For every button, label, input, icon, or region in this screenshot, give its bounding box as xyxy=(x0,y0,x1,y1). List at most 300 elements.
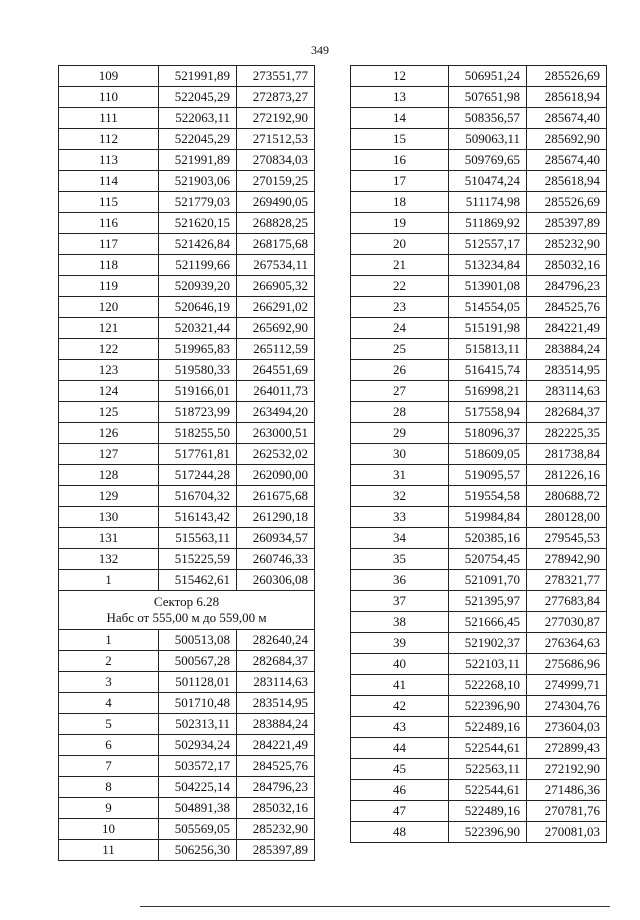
sector-header-cell xyxy=(59,591,315,630)
y-coordinate-cell: 281226,16 xyxy=(527,465,607,486)
x-coordinate-cell: 501710,48 xyxy=(159,693,237,714)
point-number-cell: 20 xyxy=(351,234,449,255)
table-row xyxy=(351,633,607,654)
y-coordinate-cell: 260306,08 xyxy=(237,570,315,591)
x-coordinate-cell: 521199,66 xyxy=(159,255,237,276)
point-number-cell: 116 xyxy=(59,213,159,234)
table-row xyxy=(351,591,607,612)
point-number-cell: 113 xyxy=(59,150,159,171)
point-number-cell: 7 xyxy=(59,756,159,777)
point-number-cell: 40 xyxy=(351,654,449,675)
x-coordinate-cell: 521991,89 xyxy=(159,150,237,171)
table-row xyxy=(59,381,315,402)
x-coordinate-cell: 520754,45 xyxy=(449,549,527,570)
x-coordinate-cell: 521666,45 xyxy=(449,612,527,633)
y-coordinate-cell: 283514,95 xyxy=(527,360,607,381)
x-coordinate-cell: 521903,06 xyxy=(159,171,237,192)
point-number-cell: 115 xyxy=(59,192,159,213)
x-coordinate-cell: 515191,98 xyxy=(449,318,527,339)
x-coordinate-cell: 504891,38 xyxy=(159,798,237,819)
point-number-cell: 114 xyxy=(59,171,159,192)
y-coordinate-cell: 282225,35 xyxy=(527,423,607,444)
y-coordinate-cell: 285674,40 xyxy=(527,108,607,129)
y-coordinate-cell: 276364,63 xyxy=(527,633,607,654)
point-number-cell: 110 xyxy=(59,87,159,108)
table-row xyxy=(59,672,315,693)
y-coordinate-cell: 284796,23 xyxy=(237,777,315,798)
table-row xyxy=(351,402,607,423)
point-number-cell: 131 xyxy=(59,528,159,549)
point-number-cell: 123 xyxy=(59,360,159,381)
y-coordinate-cell: 285526,69 xyxy=(527,192,607,213)
table-row xyxy=(59,339,315,360)
point-number-cell: 124 xyxy=(59,381,159,402)
y-coordinate-cell: 274999,71 xyxy=(527,675,607,696)
x-coordinate-cell: 522268,10 xyxy=(449,675,527,696)
point-number-cell: 5 xyxy=(59,714,159,735)
point-number-cell: 32 xyxy=(351,486,449,507)
y-coordinate-cell: 282640,24 xyxy=(237,630,315,651)
y-coordinate-cell: 272192,90 xyxy=(237,108,315,129)
sector-title: Сектор 6.28 xyxy=(153,594,220,609)
table-row xyxy=(351,66,607,87)
x-coordinate-cell: 511174,98 xyxy=(449,192,527,213)
table-row xyxy=(351,759,607,780)
point-number-cell: 18 xyxy=(351,192,449,213)
x-coordinate-cell: 516998,21 xyxy=(449,381,527,402)
x-coordinate-cell: 517244,28 xyxy=(159,465,237,486)
y-coordinate-cell: 280688,72 xyxy=(527,486,607,507)
x-coordinate-cell: 501128,01 xyxy=(159,672,237,693)
point-number-cell: 23 xyxy=(351,297,449,318)
x-coordinate-cell: 508356,57 xyxy=(449,108,527,129)
page-number: 349 xyxy=(311,43,329,57)
y-coordinate-cell: 282684,37 xyxy=(527,402,607,423)
table-row xyxy=(351,654,607,675)
table-row xyxy=(59,234,315,255)
point-number-cell: 36 xyxy=(351,570,449,591)
y-coordinate-cell: 283514,95 xyxy=(237,693,315,714)
y-coordinate-cell: 263000,51 xyxy=(237,423,315,444)
x-coordinate-cell: 506951,24 xyxy=(449,66,527,87)
left-table-body xyxy=(59,66,315,861)
table-row xyxy=(351,423,607,444)
point-number-cell: 45 xyxy=(351,759,449,780)
y-coordinate-cell: 285618,94 xyxy=(527,87,607,108)
x-coordinate-cell: 506256,30 xyxy=(159,840,237,861)
table-row xyxy=(351,444,607,465)
table-row xyxy=(59,840,315,861)
table-row xyxy=(59,423,315,444)
table-row xyxy=(59,486,315,507)
y-coordinate-cell: 285232,90 xyxy=(237,819,315,840)
y-coordinate-cell: 284796,23 xyxy=(527,276,607,297)
x-coordinate-cell: 509769,65 xyxy=(449,150,527,171)
y-coordinate-cell: 268175,68 xyxy=(237,234,315,255)
table-row xyxy=(59,360,315,381)
table-row xyxy=(59,465,315,486)
table-row xyxy=(59,297,315,318)
x-coordinate-cell: 502934,24 xyxy=(159,735,237,756)
y-coordinate-cell: 271486,36 xyxy=(527,780,607,801)
point-number-cell: 13 xyxy=(351,87,449,108)
x-coordinate-cell: 522489,16 xyxy=(449,801,527,822)
y-coordinate-cell: 266905,32 xyxy=(237,276,315,297)
y-coordinate-cell: 285032,16 xyxy=(237,798,315,819)
y-coordinate-cell: 270781,76 xyxy=(527,801,607,822)
table-row xyxy=(351,822,607,843)
table-row xyxy=(351,780,607,801)
table-row xyxy=(59,192,315,213)
x-coordinate-cell: 519580,33 xyxy=(159,360,237,381)
table-row xyxy=(59,777,315,798)
point-number-cell: 24 xyxy=(351,318,449,339)
table-row xyxy=(351,213,607,234)
left-coordinate-table xyxy=(58,65,315,861)
y-coordinate-cell: 280128,00 xyxy=(527,507,607,528)
table-row xyxy=(351,276,607,297)
point-number-cell: 17 xyxy=(351,171,449,192)
y-coordinate-cell: 263494,20 xyxy=(237,402,315,423)
y-coordinate-cell: 285618,94 xyxy=(527,171,607,192)
table-row xyxy=(59,444,315,465)
table-row xyxy=(351,129,607,150)
y-coordinate-cell: 273604,03 xyxy=(527,717,607,738)
point-number-cell: 48 xyxy=(351,822,449,843)
y-coordinate-cell: 277030,87 xyxy=(527,612,607,633)
table-row xyxy=(351,87,607,108)
x-coordinate-cell: 522563,11 xyxy=(449,759,527,780)
table-row xyxy=(351,318,607,339)
point-number-cell: 35 xyxy=(351,549,449,570)
y-coordinate-cell: 266291,02 xyxy=(237,297,315,318)
y-coordinate-cell: 261675,68 xyxy=(237,486,315,507)
y-coordinate-cell: 283884,24 xyxy=(527,339,607,360)
point-number-cell: 1 xyxy=(59,630,159,651)
point-number-cell: 31 xyxy=(351,465,449,486)
table-row xyxy=(59,528,315,549)
y-coordinate-cell: 284221,49 xyxy=(237,735,315,756)
x-coordinate-cell: 512557,17 xyxy=(449,234,527,255)
table-row xyxy=(59,255,315,276)
sector-header-row xyxy=(59,591,315,630)
x-coordinate-cell: 520939,20 xyxy=(159,276,237,297)
table-row xyxy=(59,402,315,423)
x-coordinate-cell: 511869,92 xyxy=(449,213,527,234)
x-coordinate-cell: 500567,28 xyxy=(159,651,237,672)
x-coordinate-cell: 500513,08 xyxy=(159,630,237,651)
point-number-cell: 43 xyxy=(351,717,449,738)
point-number-cell: 112 xyxy=(59,129,159,150)
point-number-cell: 3 xyxy=(59,672,159,693)
table-row xyxy=(59,570,315,591)
point-number-cell: 132 xyxy=(59,549,159,570)
x-coordinate-cell: 520646,19 xyxy=(159,297,237,318)
y-coordinate-cell: 283114,63 xyxy=(527,381,607,402)
x-coordinate-cell: 519095,57 xyxy=(449,465,527,486)
x-coordinate-cell: 520321,44 xyxy=(159,318,237,339)
point-number-cell: 125 xyxy=(59,402,159,423)
x-coordinate-cell: 516704,32 xyxy=(159,486,237,507)
point-number-cell: 111 xyxy=(59,108,159,129)
y-coordinate-cell: 277683,84 xyxy=(527,591,607,612)
x-coordinate-cell: 522063,11 xyxy=(159,108,237,129)
table-row xyxy=(351,171,607,192)
y-coordinate-cell: 270159,25 xyxy=(237,171,315,192)
x-coordinate-cell: 503572,17 xyxy=(159,756,237,777)
table-row xyxy=(351,717,607,738)
y-coordinate-cell: 272192,90 xyxy=(527,759,607,780)
table-row xyxy=(59,108,315,129)
x-coordinate-cell: 521395,97 xyxy=(449,591,527,612)
y-coordinate-cell: 261290,18 xyxy=(237,507,315,528)
x-coordinate-cell: 521902,37 xyxy=(449,633,527,654)
y-coordinate-cell: 270834,03 xyxy=(237,150,315,171)
table-row xyxy=(59,651,315,672)
right-coordinate-table xyxy=(350,65,607,843)
point-number-cell: 12 xyxy=(351,66,449,87)
point-number-cell: 11 xyxy=(59,840,159,861)
table-row xyxy=(59,693,315,714)
table-row xyxy=(351,108,607,129)
y-coordinate-cell: 265692,90 xyxy=(237,318,315,339)
table-row xyxy=(351,234,607,255)
x-coordinate-cell: 514554,05 xyxy=(449,297,527,318)
table-row xyxy=(351,339,607,360)
x-coordinate-cell: 522045,29 xyxy=(159,129,237,150)
y-coordinate-cell: 264551,69 xyxy=(237,360,315,381)
table-row xyxy=(59,171,315,192)
y-coordinate-cell: 279545,53 xyxy=(527,528,607,549)
point-number-cell: 121 xyxy=(59,318,159,339)
point-number-cell: 30 xyxy=(351,444,449,465)
x-coordinate-cell: 516415,74 xyxy=(449,360,527,381)
table-row xyxy=(351,675,607,696)
table-row xyxy=(59,213,315,234)
x-coordinate-cell: 522544,61 xyxy=(449,738,527,759)
y-coordinate-cell: 262532,02 xyxy=(237,444,315,465)
table-row xyxy=(351,549,607,570)
point-number-cell: 37 xyxy=(351,591,449,612)
x-coordinate-cell: 521091,70 xyxy=(449,570,527,591)
y-coordinate-cell: 282684,37 xyxy=(237,651,315,672)
y-coordinate-cell: 284525,76 xyxy=(527,297,607,318)
table-row xyxy=(351,696,607,717)
point-number-cell: 21 xyxy=(351,255,449,276)
x-coordinate-cell: 515462,61 xyxy=(159,570,237,591)
bottom-rule xyxy=(140,906,610,907)
table-row xyxy=(351,150,607,171)
x-coordinate-cell: 521991,89 xyxy=(159,66,237,87)
y-coordinate-cell: 274304,76 xyxy=(527,696,607,717)
y-coordinate-cell: 283114,63 xyxy=(237,672,315,693)
y-coordinate-cell: 283884,24 xyxy=(237,714,315,735)
x-coordinate-cell: 517558,94 xyxy=(449,402,527,423)
table-row xyxy=(351,465,607,486)
x-coordinate-cell: 513901,08 xyxy=(449,276,527,297)
point-number-cell: 119 xyxy=(59,276,159,297)
x-coordinate-cell: 521779,03 xyxy=(159,192,237,213)
x-coordinate-cell: 522396,90 xyxy=(449,696,527,717)
y-coordinate-cell: 272873,27 xyxy=(237,87,315,108)
x-coordinate-cell: 519965,83 xyxy=(159,339,237,360)
point-number-cell: 14 xyxy=(351,108,449,129)
y-coordinate-cell: 285032,16 xyxy=(527,255,607,276)
y-coordinate-cell: 268828,25 xyxy=(237,213,315,234)
table-row xyxy=(351,381,607,402)
x-coordinate-cell: 520385,16 xyxy=(449,528,527,549)
x-coordinate-cell: 510474,24 xyxy=(449,171,527,192)
table-row xyxy=(59,150,315,171)
point-number-cell: 38 xyxy=(351,612,449,633)
y-coordinate-cell: 273551,77 xyxy=(237,66,315,87)
point-number-cell: 1 xyxy=(59,570,159,591)
x-coordinate-cell: 522396,90 xyxy=(449,822,527,843)
table-row xyxy=(59,798,315,819)
table-row xyxy=(59,87,315,108)
y-coordinate-cell: 284525,76 xyxy=(237,756,315,777)
table-row xyxy=(59,507,315,528)
y-coordinate-cell: 267534,11 xyxy=(237,255,315,276)
table-row xyxy=(59,129,315,150)
point-number-cell: 22 xyxy=(351,276,449,297)
point-number-cell: 126 xyxy=(59,423,159,444)
point-number-cell: 109 xyxy=(59,66,159,87)
x-coordinate-cell: 521426,84 xyxy=(159,234,237,255)
table-row xyxy=(351,801,607,822)
table-row xyxy=(59,318,315,339)
point-number-cell: 47 xyxy=(351,801,449,822)
y-coordinate-cell: 285674,40 xyxy=(527,150,607,171)
y-coordinate-cell: 285526,69 xyxy=(527,66,607,87)
x-coordinate-cell: 522544,61 xyxy=(449,780,527,801)
y-coordinate-cell: 271512,53 xyxy=(237,129,315,150)
point-number-cell: 118 xyxy=(59,255,159,276)
y-coordinate-cell: 264011,73 xyxy=(237,381,315,402)
x-coordinate-cell: 522103,11 xyxy=(449,654,527,675)
x-coordinate-cell: 519984,84 xyxy=(449,507,527,528)
point-number-cell: 44 xyxy=(351,738,449,759)
table-row xyxy=(59,549,315,570)
point-number-cell: 122 xyxy=(59,339,159,360)
table-row xyxy=(351,192,607,213)
point-number-cell: 29 xyxy=(351,423,449,444)
right-table-body xyxy=(351,66,607,843)
point-number-cell: 33 xyxy=(351,507,449,528)
y-coordinate-cell: 272899,43 xyxy=(527,738,607,759)
point-number-cell: 16 xyxy=(351,150,449,171)
table-row xyxy=(351,738,607,759)
y-coordinate-cell: 270081,03 xyxy=(527,822,607,843)
point-number-cell: 6 xyxy=(59,735,159,756)
point-number-cell: 19 xyxy=(351,213,449,234)
x-coordinate-cell: 518609,05 xyxy=(449,444,527,465)
table-row xyxy=(59,66,315,87)
point-number-cell: 2 xyxy=(59,651,159,672)
y-coordinate-cell: 262090,00 xyxy=(237,465,315,486)
point-number-cell: 26 xyxy=(351,360,449,381)
point-number-cell: 128 xyxy=(59,465,159,486)
sector-subtitle: Набс от 555,00 м до 559,00 м xyxy=(106,610,267,625)
point-number-cell: 4 xyxy=(59,693,159,714)
point-number-cell: 27 xyxy=(351,381,449,402)
x-coordinate-cell: 515813,11 xyxy=(449,339,527,360)
x-coordinate-cell: 519166,01 xyxy=(159,381,237,402)
point-number-cell: 120 xyxy=(59,297,159,318)
table-row xyxy=(59,735,315,756)
y-coordinate-cell: 260934,57 xyxy=(237,528,315,549)
point-number-cell: 41 xyxy=(351,675,449,696)
y-coordinate-cell: 260746,33 xyxy=(237,549,315,570)
y-coordinate-cell: 265112,59 xyxy=(237,339,315,360)
y-coordinate-cell: 275686,96 xyxy=(527,654,607,675)
x-coordinate-cell: 522489,16 xyxy=(449,717,527,738)
table-row xyxy=(351,528,607,549)
point-number-cell: 130 xyxy=(59,507,159,528)
y-coordinate-cell: 269490,05 xyxy=(237,192,315,213)
point-number-cell: 34 xyxy=(351,528,449,549)
table-row xyxy=(351,486,607,507)
point-number-cell: 129 xyxy=(59,486,159,507)
x-coordinate-cell: 518255,50 xyxy=(159,423,237,444)
point-number-cell: 46 xyxy=(351,780,449,801)
y-coordinate-cell: 278942,90 xyxy=(527,549,607,570)
y-coordinate-cell: 278321,77 xyxy=(527,570,607,591)
x-coordinate-cell: 519554,58 xyxy=(449,486,527,507)
point-number-cell: 117 xyxy=(59,234,159,255)
y-coordinate-cell: 284221,49 xyxy=(527,318,607,339)
point-number-cell: 42 xyxy=(351,696,449,717)
point-number-cell: 9 xyxy=(59,798,159,819)
point-number-cell: 25 xyxy=(351,339,449,360)
x-coordinate-cell: 504225,14 xyxy=(159,777,237,798)
y-coordinate-cell: 285232,90 xyxy=(527,234,607,255)
x-coordinate-cell: 517761,81 xyxy=(159,444,237,465)
table-row xyxy=(351,612,607,633)
table-row xyxy=(59,819,315,840)
table-row xyxy=(351,255,607,276)
x-coordinate-cell: 515563,11 xyxy=(159,528,237,549)
table-row xyxy=(351,297,607,318)
table-row xyxy=(351,360,607,381)
x-coordinate-cell: 509063,11 xyxy=(449,129,527,150)
table-row xyxy=(59,630,315,651)
point-number-cell: 127 xyxy=(59,444,159,465)
y-coordinate-cell: 281738,84 xyxy=(527,444,607,465)
y-coordinate-cell: 285692,90 xyxy=(527,129,607,150)
y-coordinate-cell: 285397,89 xyxy=(237,840,315,861)
table-row xyxy=(351,570,607,591)
table-row xyxy=(59,714,315,735)
table-row xyxy=(59,276,315,297)
x-coordinate-cell: 515225,59 xyxy=(159,549,237,570)
y-coordinate-cell: 285397,89 xyxy=(527,213,607,234)
x-coordinate-cell: 502313,11 xyxy=(159,714,237,735)
point-number-cell: 10 xyxy=(59,819,159,840)
x-coordinate-cell: 516143,42 xyxy=(159,507,237,528)
x-coordinate-cell: 507651,98 xyxy=(449,87,527,108)
point-number-cell: 28 xyxy=(351,402,449,423)
x-coordinate-cell: 522045,29 xyxy=(159,87,237,108)
x-coordinate-cell: 518096,37 xyxy=(449,423,527,444)
point-number-cell: 15 xyxy=(351,129,449,150)
point-number-cell: 8 xyxy=(59,777,159,798)
x-coordinate-cell: 518723,99 xyxy=(159,402,237,423)
x-coordinate-cell: 513234,84 xyxy=(449,255,527,276)
x-coordinate-cell: 521620,15 xyxy=(159,213,237,234)
x-coordinate-cell: 505569,05 xyxy=(159,819,237,840)
table-row xyxy=(59,756,315,777)
